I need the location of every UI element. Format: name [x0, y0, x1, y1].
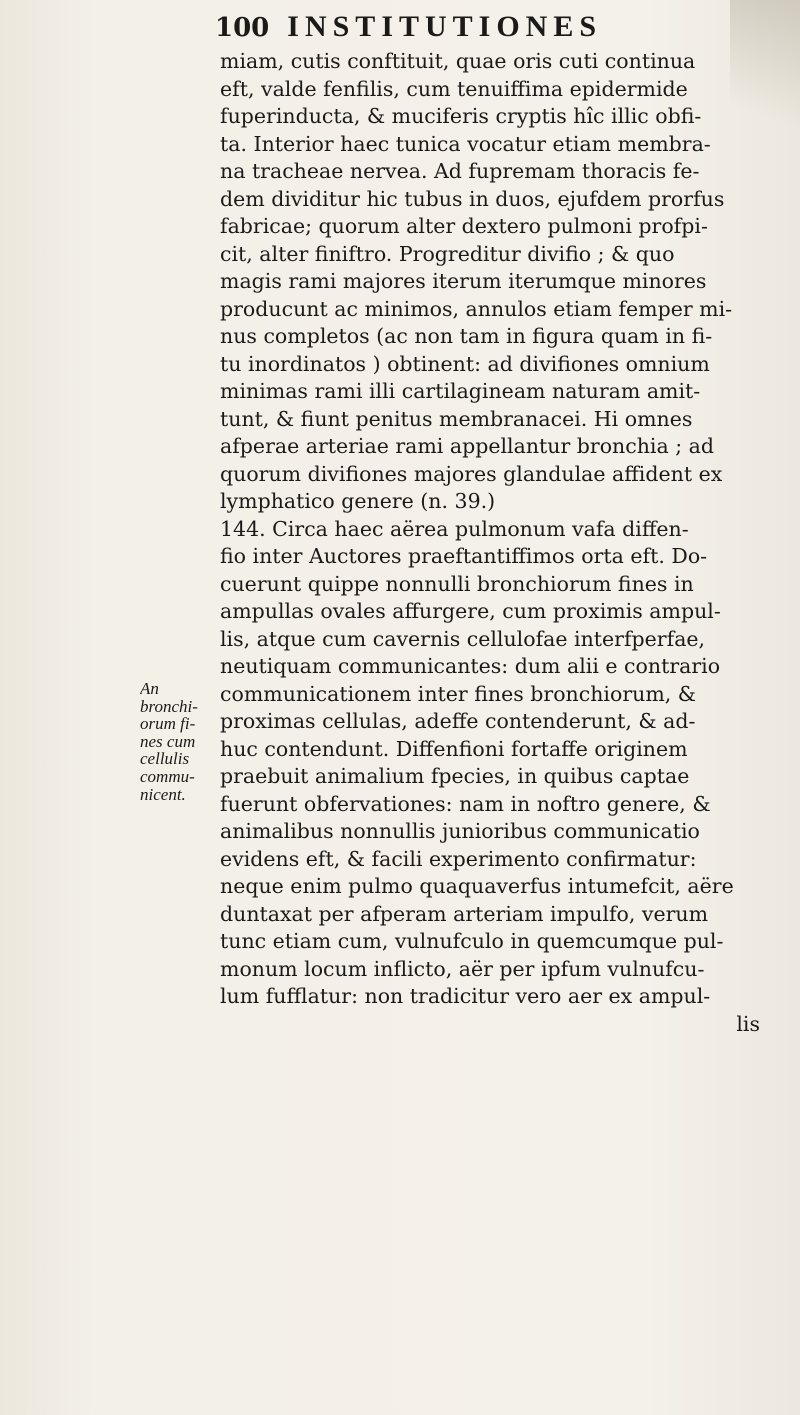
text-line: lis, atque cum cavernis cellulofae interfperfae, — [220, 626, 706, 651]
text-line: tu inordinatos ) obtinent: ad divifiones omnium — [220, 351, 710, 376]
body-text — [220, 48, 780, 1038]
catchword: lis — [736, 1011, 760, 1036]
margin-note-line: An — [140, 680, 159, 698]
margin-note-line: cellulis — [140, 750, 190, 768]
text-line: fabricae; quorum alter dextero pulmoni profpi- — [220, 214, 708, 238]
text-line: communicationem inter fines bronchiorum, & — [220, 681, 697, 706]
text-line: lum fufflatur: non tradicitur vero aer ex ampul- — [220, 984, 711, 1008]
margin-note-line: orum fi- — [140, 715, 196, 733]
text-line: ampullas ovales affurgere, cum proximis ampul- — [220, 599, 721, 623]
text-line: fuperinducta, & muciferis cryptis hîc illic obfi- — [220, 104, 702, 128]
text-line: duntaxat per afperam arteriam impulfo, verum — [220, 901, 709, 926]
text-line: nus completos (ac non tam in figura quam in fi- — [220, 324, 713, 348]
text-line: afperae arteriae rami appellantur bronchia ; ad — [220, 434, 714, 458]
text-line: dem dividitur hic tubus in duos, ejufdem prorfus — [220, 186, 725, 211]
text-line: na tracheae nervea. Ad fupremam thoracis fe- — [220, 159, 700, 183]
text-line: neque enim pulmo quaquaverfus intumefcit, aëre — [220, 874, 734, 898]
running-title: INSTITUTIONES — [287, 10, 603, 43]
text-line: fio inter Auctores praeftantiffimos orta eft. Do- — [220, 544, 708, 568]
text-line: evidens eft, & facili experimento confirmatur: — [220, 846, 697, 871]
text-line: huc contendunt. Diffenfioni fortaffe originem — [220, 736, 688, 761]
margin-note-line: commu- — [140, 767, 195, 786]
margin-note-line: bronchi- — [140, 697, 198, 716]
text-line: quorum divifiones majores glandulae affident ex — [220, 461, 723, 486]
text-line: cuerunt quippe nonnulli bronchiorum fines in — [220, 571, 694, 596]
margin-note — [140, 680, 220, 803]
text-line: lymphatico genere (n. 39.) — [220, 489, 496, 513]
text-line: tunc etiam cum, vulnufculo in quemcumque pul- — [220, 929, 724, 953]
margin-note-line: nes cum — [140, 732, 196, 751]
text-line: producunt ac minimos, annulos etiam femper mi- — [220, 296, 733, 321]
text-line: minimas rami illi cartilagineam naturam amit- — [220, 379, 701, 403]
text-line: eft, valde fenfilis, cum tenuiffima epidermide — [220, 76, 688, 101]
text-line: ta. Interior haec tunica vocatur etiam membra- — [220, 131, 711, 156]
text-line: proximas cellulas, adeffe contenderunt, & ad- — [220, 709, 696, 733]
margin-note-line: nicent. — [140, 785, 186, 804]
text-line: animalibus nonnullis junioribus communicatio — [220, 819, 700, 843]
paragraph-start-line: 144. Circa haec aërea pulmonum vafa diffen- — [220, 516, 689, 541]
text-line: praebuit animalium fpecies, in quibus captae — [220, 764, 690, 788]
text-line: cit, alter finiftro. Progreditur divifio ; & quo — [220, 241, 675, 266]
text-line: neutiquam communicantes: dum alii e contrario — [220, 654, 721, 678]
text-line: tunt, & fiunt penitus membranacei. Hi omnes — [220, 406, 693, 431]
page-number: 100 — [215, 13, 270, 43]
text-line: fuerunt obfervationes: nam in noftro genere, & — [220, 791, 711, 816]
text-line: miam, cutis conftituit, quae oris cuti continua — [220, 49, 696, 73]
page-header — [215, 10, 602, 46]
text-line: monum locum inflicto, aër per ipfum vulnufcu- — [220, 956, 705, 981]
text-line: magis rami majores iterum iterumque minores — [220, 269, 707, 293]
